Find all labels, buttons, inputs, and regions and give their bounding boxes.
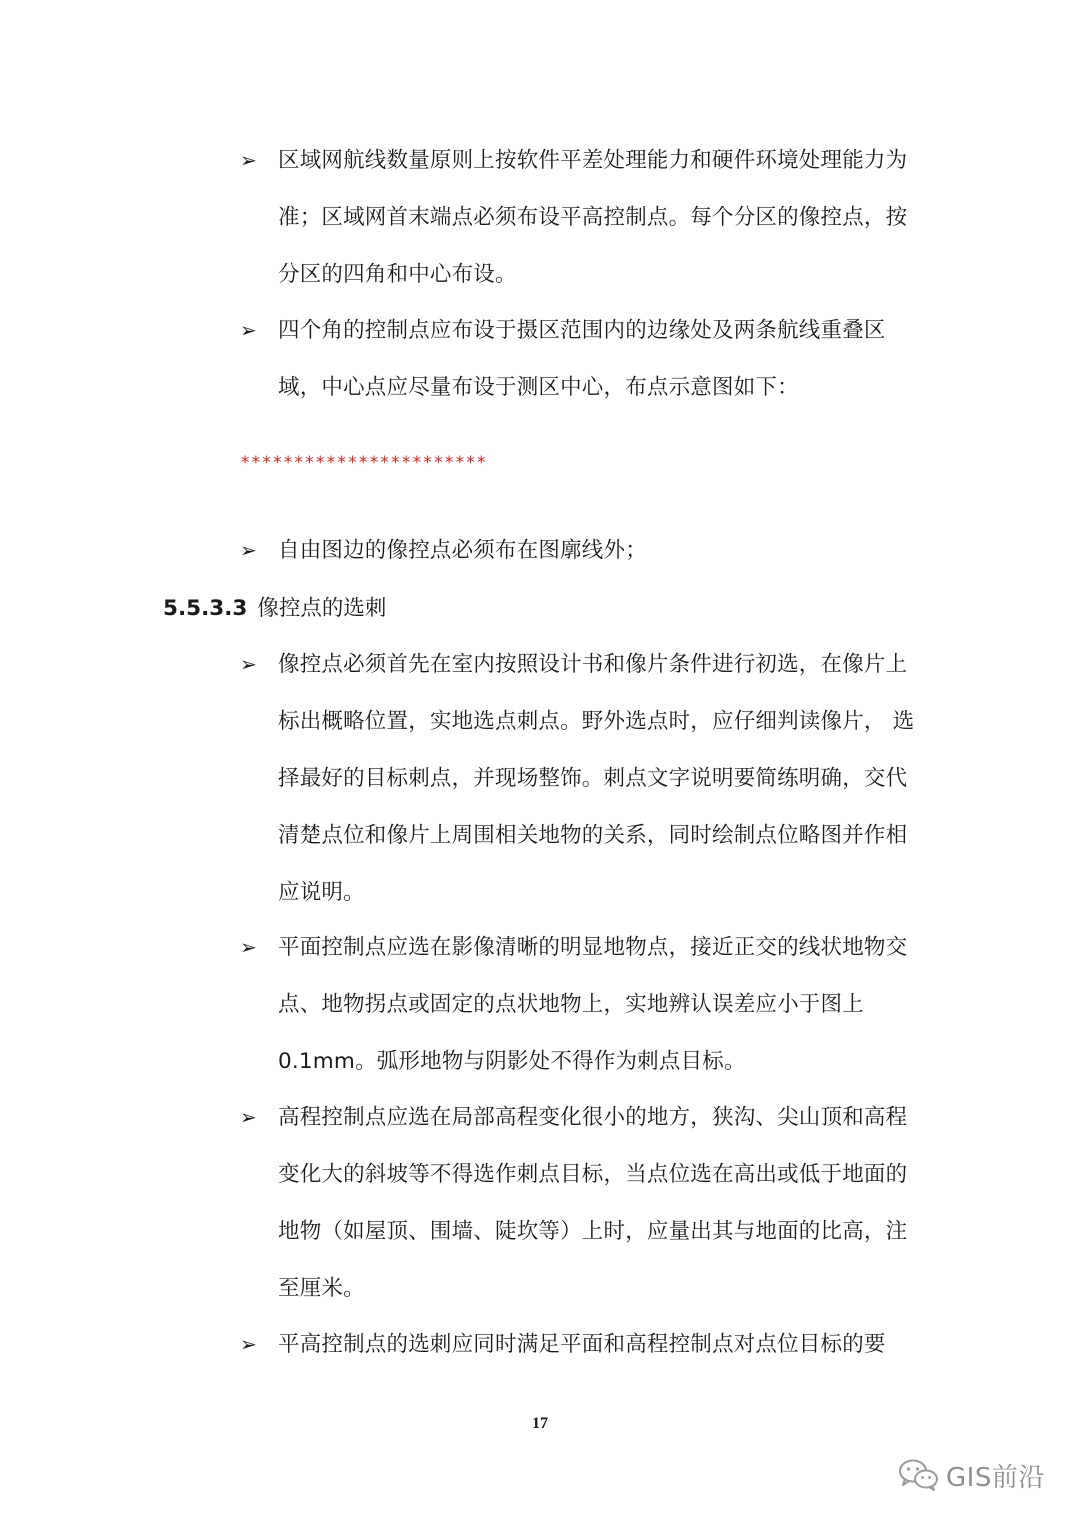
- paragraph-line: 择最好的目标刺点，并现场整饰。刺点文字说明要简练明确，交代: [278, 766, 908, 791]
- wechat-icon: [898, 1458, 940, 1492]
- paragraph-line: 点、地物拐点或固定的点状地物上，实地辨认误差应小于图上: [278, 992, 864, 1017]
- arrow-bullet-icon: ➢: [240, 318, 257, 342]
- arrow-bullet-icon: ➢: [240, 1105, 257, 1129]
- arrow-bullet-icon: ➢: [240, 148, 257, 172]
- paragraph-line: 域，中心点应尽量布设于测区中心，布点示意图如下：: [278, 375, 799, 400]
- arrow-bullet-icon: ➢: [240, 1332, 257, 1356]
- section-title: 像控点的选刺: [257, 596, 387, 621]
- arrow-bullet-icon: ➢: [240, 935, 257, 959]
- section-number: 5.5.3.3: [163, 596, 248, 621]
- paragraph-line: 标出概略位置，实地选点刺点。野外选点时，应仔细判读像片， 选: [278, 709, 915, 734]
- paragraph-line: 区域网航线数量原则上按软件平差处理能力和硬件环境处理能力为: [278, 148, 908, 173]
- paragraph-line: 平高控制点的选刺应同时满足平面和高程控制点对点位目标的要: [278, 1332, 886, 1357]
- paragraph-line: 清楚点位和像片上周围相关地物的关系，同时绘制点位略图并作相: [278, 823, 908, 848]
- paragraph-line: 变化大的斜坡等不得选作刺点目标，当点位选在高出或低于地面的: [278, 1162, 908, 1187]
- watermark: [898, 1455, 1045, 1495]
- paragraph-line: 平面控制点应选在影像清晰的明显地物点，接近正交的线状地物交: [278, 935, 908, 960]
- watermark-text: GIS前沿: [946, 1462, 1045, 1493]
- section-heading: [163, 580, 386, 637]
- paragraph-line: 像控点必须首先在室内按照设计书和像片条件进行初选，在像片上: [278, 652, 908, 677]
- image-placeholder-stars: ***********************: [240, 453, 487, 473]
- paragraph-line: 自由图边的像控点必须布在图廓线外；: [278, 538, 647, 563]
- page-number: 17: [532, 1415, 548, 1432]
- paragraph-line: 至厘米。: [278, 1276, 365, 1301]
- paragraph-line: 四个角的控制点应布设于摄区范围内的边缘处及两条航线重叠区: [278, 318, 886, 343]
- arrow-bullet-icon: ➢: [240, 538, 257, 562]
- paragraph-line: 准；区域网首末端点必须布设平高控制点。每个分区的像控点，按: [278, 205, 908, 230]
- paragraph-line: 0.1mm。弧形地物与阴影处不得作为刺点目标。: [278, 1049, 746, 1074]
- paragraph-line: 高程控制点应选在局部高程变化很小的地方，狭沟、尖山顶和高程: [278, 1105, 908, 1130]
- arrow-bullet-icon: ➢: [240, 652, 257, 676]
- paragraph-line: 分区的四角和中心布设。: [278, 262, 517, 287]
- paragraph-line: 应说明。: [278, 880, 365, 905]
- paragraph-line: 地物（如屋顶、围墙、陡坎等）上时，应量出其与地面的比高，注: [278, 1219, 908, 1244]
